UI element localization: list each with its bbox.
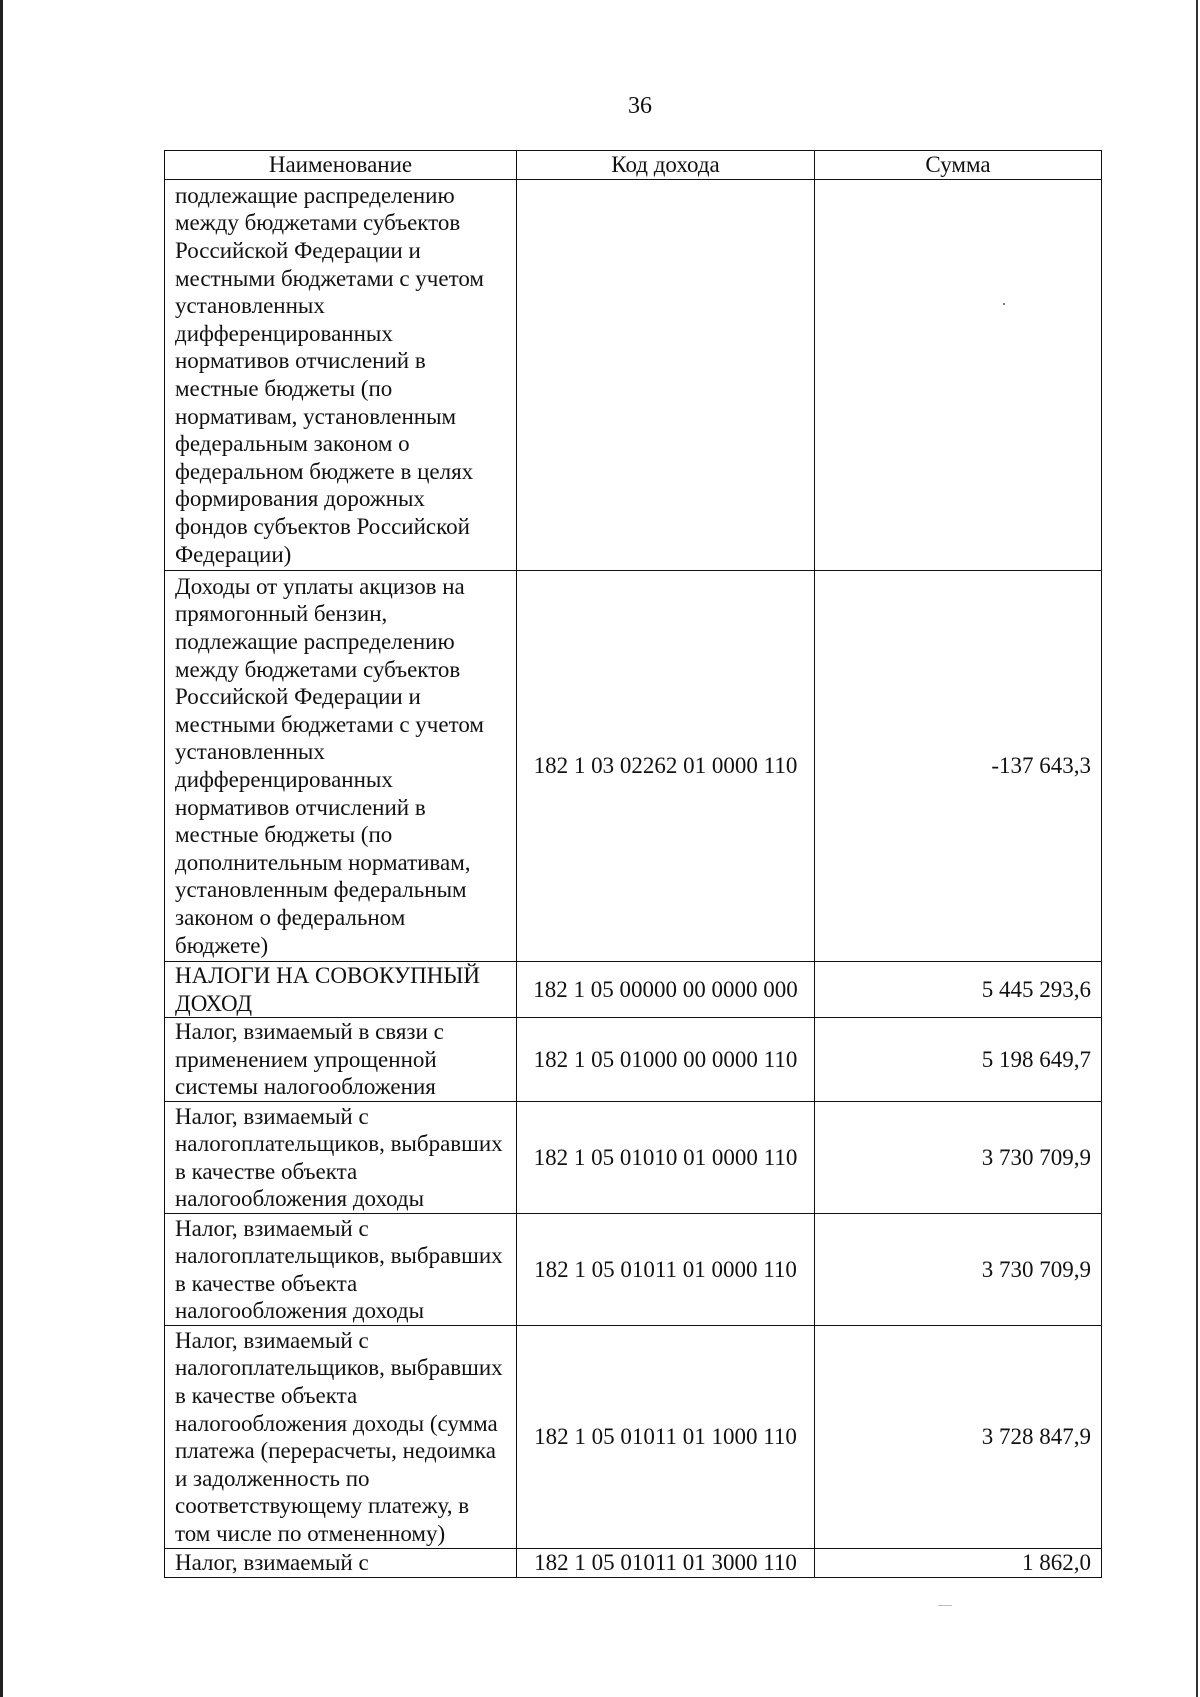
income-table	[164, 150, 1102, 1578]
table-header-row	[165, 151, 1102, 180]
table-row	[165, 1326, 1102, 1549]
row-name: Налог, взимаемый с налогоплательщиков, выбравших в качестве объекта налогообложения доходы	[165, 1214, 517, 1326]
row-code: 182 1 03 02262 01 0000 110	[517, 571, 815, 962]
scan-speck	[938, 1605, 952, 1606]
row-code: 182 1 05 01010 01 0000 110	[517, 1102, 815, 1214]
row-name: Налог, взимаемый с налогоплательщиков, выбравших в качестве объекта налогообложения доходы	[165, 1102, 517, 1214]
table-row	[165, 571, 1102, 962]
row-sum: 1 862,0	[815, 1549, 1102, 1578]
row-name: подлежащие распределению между бюджетами субъектов Российской Федерации и местными бюджетами с учетом установленных дифференцированных нормативов отчислений в местные бюджеты (по нормативам, установленным федеральным законом о федеральном бюджете в целях формирования дорожных фондов субъектов Российской Федерации)	[165, 180, 517, 571]
row-code: 182 1 05 01000 00 0000 110	[517, 1018, 815, 1102]
row-name: Налог, взимаемый с налогоплательщиков, выбравших в качестве объекта налогообложения доходы (сумма платежа (перерасчеты, недоимка и задолженность по соответствующему платежу, в том числе по отмененному)	[165, 1326, 517, 1549]
row-sum	[815, 180, 1102, 571]
row-sum: 5 445 293,6	[815, 962, 1102, 1018]
row-name: НАЛОГИ НА СОВОКУПНЫЙ ДОХОД	[165, 962, 517, 1018]
header-code: Код дохода	[517, 151, 815, 180]
scan-right-edge	[1196, 0, 1198, 1697]
scan-speck	[1003, 303, 1005, 305]
header-sum: Сумма	[815, 151, 1102, 180]
row-code: 182 1 05 01011 01 0000 110	[517, 1214, 815, 1326]
table-row	[165, 962, 1102, 1018]
row-sum: 3 730 709,9	[815, 1214, 1102, 1326]
scan-left-edge	[0, 0, 3, 1697]
table-row	[165, 180, 1102, 571]
table-row	[165, 1102, 1102, 1214]
table-row	[165, 1214, 1102, 1326]
row-sum: 3 730 709,9	[815, 1102, 1102, 1214]
row-sum: 3 728 847,9	[815, 1326, 1102, 1549]
row-sum: 5 198 649,7	[815, 1018, 1102, 1102]
row-sum: -137 643,3	[815, 571, 1102, 962]
row-name: Налог, взимаемый в связи с применением упрощенной системы налогообложения	[165, 1018, 517, 1102]
row-name: Доходы от уплаты акцизов на прямогонный бензин, подлежащие распределению между бюджетами субъектов Российской Федерации и местными бюджетами с учетом установленных дифференцированных нормативов отчислений в местные бюджеты (по дополнительным нормативам, установленным федеральным законом о федеральном бюджете)	[165, 571, 517, 962]
table-row	[165, 1549, 1102, 1578]
table-row	[165, 1018, 1102, 1102]
row-code	[517, 180, 815, 571]
row-code: 182 1 05 00000 00 0000 000	[517, 962, 815, 1018]
page-number: 36	[628, 93, 652, 119]
row-name: Налог, взимаемый с	[165, 1549, 517, 1578]
header-name: Наименование	[165, 151, 517, 180]
row-code: 182 1 05 01011 01 1000 110	[517, 1326, 815, 1549]
row-code: 182 1 05 01011 01 3000 110	[517, 1549, 815, 1578]
